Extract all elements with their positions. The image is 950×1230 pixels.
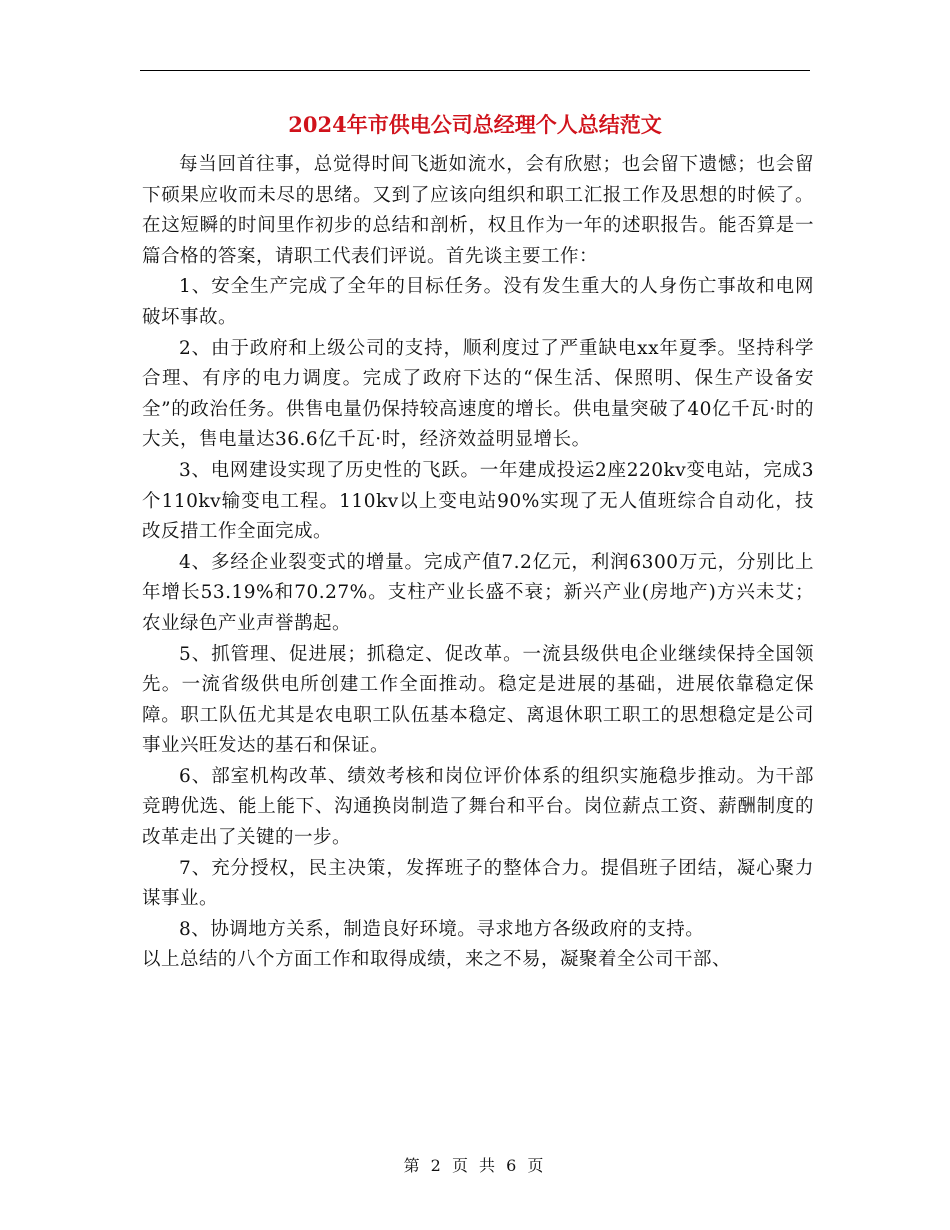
- document-body: [142, 150, 814, 976]
- paragraph-item-8: 8、协调地方关系，制造良好环境。寻求地方各级政府的支持。: [179, 918, 705, 940]
- page-footer: [0, 1153, 950, 1176]
- paragraph-item-6: 6、部室机构改革、绩效考核和岗位评价体系的组织实施稳步推动。为干部竞聘优选、能上能下、沟通换岗制造了舞台和平台。岗位薪点工资、薪酬制度的改革走出了关键的一步。: [142, 765, 814, 849]
- paragraph-item-1: 1、安全生产完成了全年的目标任务。没有发生重大的人身伤亡事故和电网破坏事故。: [142, 276, 814, 328]
- paragraph-item-5: 5、抓管理、促进展；抓稳定、促改革。一流县级供电企业继续保持全国领先。一流省级供电所创建工作全面推动。稳定是进展的基础，进展依靠稳定保障。职工队伍尤其是农电职工队伍基本稳定、离退休职工职工的思想稳定是公司事业兴旺发达的基石和保证。: [142, 643, 814, 757]
- paragraph-intro: 每当回首往事，总觉得时间飞逝如流水，会有欣慰；也会留下遗憾；也会留下硕果应收而未尽的思绪。又到了应该向组织和职工汇报工作及思想的时候了。在这短瞬的时间里作初步的总结和剖析，权且作为一年的述职报告。能否算是一篇合格的答案，请职工代表们评说。首先谈主要工作：: [142, 154, 814, 267]
- page-number-label: 第 2 页 共 6 页: [403, 1156, 547, 1175]
- paragraph-item-4: 4、多经企业裂变式的增量。完成产值7.2亿元，利润6300万元，分别比上年增长53.19%和70.27%。支柱产业长盛不衰；新兴产业(房地产)方兴未艾；农业绿色产业声誉鹊起。: [142, 551, 814, 634]
- paragraph-item-7: 7、充分授权，民主决策，发挥班子的整体合力。提倡班子团结，凝心聚力谋事业。: [142, 857, 814, 910]
- paragraph-item-2: 2、由于政府和上级公司的支持，顺利度过了严重缺电xx年夏季。坚持科学合理、有序的电力调度。完成了政府下达的“保生活、保照明、保生产设备安全”的政治任务。供售电量仍保持较高速度的增长。供电量突破了40亿千瓦·时的大关，售电量达36.6亿千瓦·时，经济效益明显增长。: [142, 337, 814, 451]
- paragraph-item-3: 3、电网建设实现了历史性的飞跃。一年建成投运2座220kv变电站，完成3个110kv输变电工程。110kv以上变电站90%实现了无人值班综合自动化，技改反措工作全面完成。: [142, 459, 814, 543]
- header-rule: [140, 70, 810, 71]
- paragraph-conclusion: 以上总结的八个方面工作和取得成绩，来之不易，凝聚着全公司干部、: [142, 949, 732, 971]
- document-title: 2024年市供电公司总经理个人总结范文: [288, 112, 662, 137]
